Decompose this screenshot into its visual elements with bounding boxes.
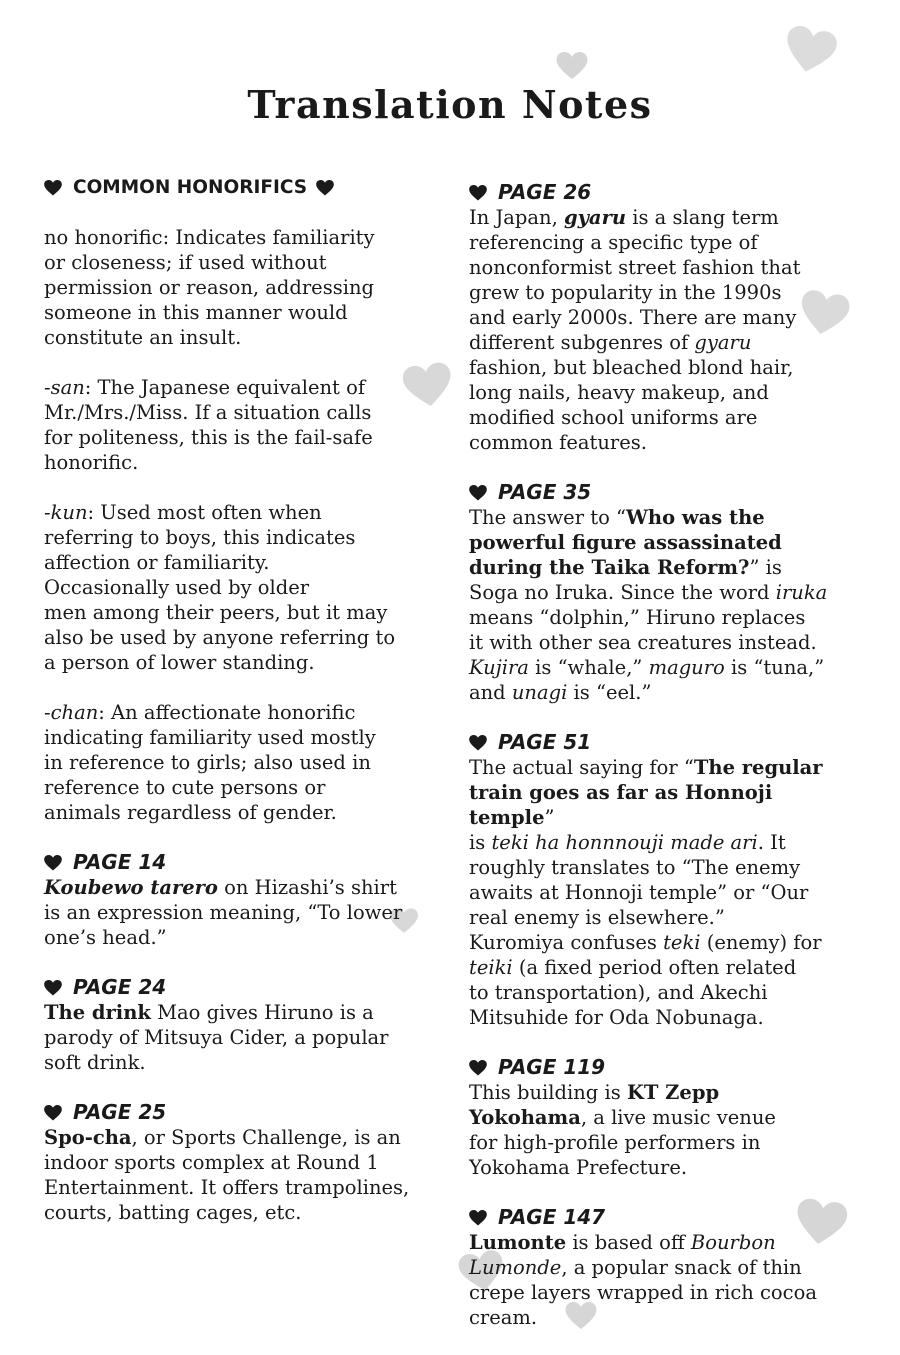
- note-text: Mao gives Hiruno is a parody of Mitsuya Cider, a popular soft drink.: [44, 1001, 389, 1074]
- note-body: [469, 755, 839, 1030]
- note-term: gyaru: [694, 331, 752, 354]
- heart-bullet-icon: [44, 855, 62, 871]
- note-heading: [44, 975, 434, 1000]
- honorific-term: -kun: [44, 501, 88, 524]
- note-text: , or Sports Challenge, is an indoor sports complex at Round 1 Entertainment. It offers trampolines, courts, batting cages, etc.: [44, 1126, 410, 1224]
- note-term: iruka: [775, 581, 828, 604]
- honorifics-heading: [44, 175, 434, 200]
- note-text: The answer to “: [469, 506, 626, 529]
- note-keyword: KT Zepp Yokohama: [469, 1081, 720, 1129]
- note-body: [469, 1230, 839, 1330]
- note-body: [44, 1000, 434, 1075]
- note-text: (a fixed period often related to transportation), and Akechi Mitsuhide for Oda Nobunaga.: [469, 956, 797, 1029]
- right-column: [469, 180, 839, 1355]
- note-text: . It roughly translates to “The enemy awaits at Honnoji temple” or “Our real enemy is elsewhere.” Kuromiya confuses: [469, 831, 809, 954]
- note-page-label: PAGE 24: [73, 975, 167, 999]
- honorific-text: : Used most often when referring to boys, this indicates affection or familiarity. Occasionally used by older men among their peers, but it may also be used by anyone referring to a person of lower standing.: [44, 501, 396, 674]
- note-term: maguro: [648, 656, 725, 679]
- note-heading: [44, 850, 434, 875]
- note-keyword: gyaru: [563, 206, 627, 229]
- heart-bullet-icon: [44, 180, 62, 196]
- honorific-text: : An affectionate honorific indicating familiarity used mostly in reference to girls; also used in reference to cute persons or animals regardless of gender.: [44, 701, 376, 824]
- honorific-text: no honorific: Indicates familiarity or closeness; if used without permission or reason, addressing someone in this manner would constitute an insult.: [44, 226, 375, 349]
- note-page-24: [44, 975, 434, 1075]
- note-keyword: Who was the powerful figure assassinated during the Taika Reform?: [469, 506, 782, 579]
- heart-bullet-icon: [469, 485, 487, 501]
- note-keyword: Lumonte: [469, 1231, 567, 1254]
- note-page-119: [469, 1055, 839, 1180]
- note-text: (enemy) for: [706, 931, 822, 954]
- note-heading: [469, 1055, 839, 1080]
- note-page-35: [469, 480, 839, 705]
- left-column: [44, 175, 434, 1250]
- note-term: teiki: [469, 956, 513, 979]
- note-term: teki ha honnnouji made ari: [491, 831, 758, 854]
- note-page-25: [44, 1100, 434, 1225]
- note-text: means “dolphin,” Hiruno replaces it with other sea creatures instead.: [469, 606, 817, 654]
- note-page-label: PAGE 147: [498, 1205, 606, 1229]
- heart-bullet-icon: [316, 180, 334, 196]
- heart-bullet-icon: [469, 735, 487, 751]
- note-page-51: [469, 730, 839, 1030]
- note-text: , a live music venue for high-profile performers in Yokohama Prefecture.: [469, 1106, 776, 1179]
- honorific-kun: [44, 500, 434, 675]
- note-keyword: The drink: [44, 1001, 151, 1024]
- note-page-label: PAGE 35: [498, 480, 592, 504]
- note-text: The actual saying for “: [469, 756, 694, 779]
- note-page-147: [469, 1205, 839, 1330]
- honorific-text: : The Japanese equivalent of Mr./Mrs./Miss. If a situation calls for politeness, this is the fail-safe honorific.: [44, 376, 373, 474]
- note-page-label: PAGE 14: [73, 850, 167, 874]
- note-text: ” is: [469, 806, 555, 854]
- note-page-label: PAGE 26: [498, 180, 592, 204]
- note-term: unagi: [511, 681, 568, 704]
- page-title: Translation Notes: [247, 82, 653, 127]
- note-text: ” is Soga no Iruka. Since the word: [469, 556, 782, 604]
- heart-bullet-icon: [469, 1060, 487, 1076]
- honorific-chan: [44, 700, 434, 825]
- note-term: Kujira: [469, 656, 529, 679]
- heart-bullet-icon: [469, 185, 487, 201]
- note-body: [469, 1080, 839, 1180]
- note-heading: [469, 1205, 839, 1230]
- note-term: Bourbon Lumonde: [469, 1231, 776, 1279]
- note-keyword: Koubewo tarero: [44, 876, 218, 899]
- note-page-label: PAGE 51: [498, 730, 592, 754]
- note-text: is “eel.”: [567, 681, 652, 704]
- note-body: [44, 1125, 434, 1225]
- note-page-26: [469, 180, 839, 455]
- note-page-14: [44, 850, 434, 950]
- heart-bullet-icon: [469, 1210, 487, 1226]
- note-text: , a popular snack of thin crepe layers wrapped in rich cocoa cream.: [469, 1256, 817, 1329]
- note-text: fashion, but bleached blond hair, long nails, heavy makeup, and modified school uniforms are common features.: [469, 356, 794, 454]
- note-text: is based off: [566, 1231, 691, 1254]
- honorific-term: -chan: [44, 701, 99, 724]
- note-term: teki: [663, 931, 701, 954]
- note-body: [469, 505, 839, 705]
- decor-heart-icon: [556, 52, 588, 80]
- decor-heart-icon: [781, 23, 839, 78]
- note-text: This building is: [469, 1081, 627, 1104]
- note-text: on Hizashi’s shirt is an expression meaning, “To lower one’s head.”: [44, 876, 403, 949]
- note-keyword: Spo-cha: [44, 1126, 132, 1149]
- note-text: is “whale,”: [528, 656, 649, 679]
- note-text: is “tuna,” and: [469, 656, 825, 704]
- heart-bullet-icon: [44, 1105, 62, 1121]
- note-page-label: PAGE 25: [73, 1100, 167, 1124]
- note-body: [469, 205, 839, 455]
- note-body: [44, 875, 434, 950]
- heart-bullet-icon: [44, 980, 62, 996]
- honorifics-heading-text: COMMON HONORIFICS: [73, 177, 308, 198]
- note-heading: [44, 1100, 434, 1125]
- note-heading: [469, 480, 839, 505]
- note-heading: [469, 180, 839, 205]
- note-text: In Japan,: [469, 206, 564, 229]
- honorific-term: -san: [44, 376, 85, 399]
- honorific-san: [44, 375, 434, 475]
- honorific-none: [44, 225, 434, 350]
- note-page-label: PAGE 119: [498, 1055, 606, 1079]
- note-keyword: The regular train goes as far as Honnoji temple: [469, 756, 823, 829]
- note-text: is a slang term referencing a specific type of nonconformist street fashion that grew to popularity in the 1990s and early 2000s. There are many different subgenres of: [469, 206, 801, 354]
- note-heading: [469, 730, 839, 755]
